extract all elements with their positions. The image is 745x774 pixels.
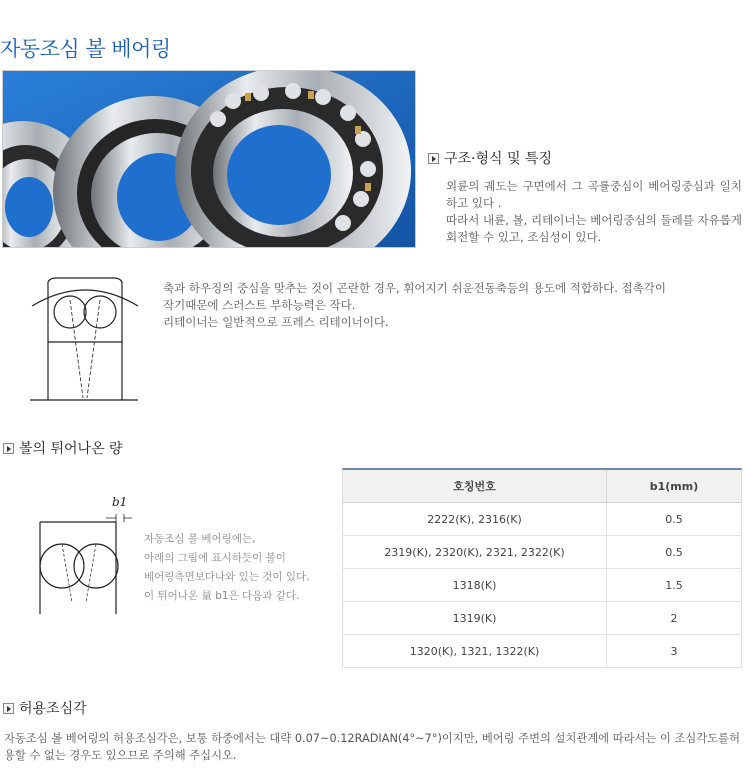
designation-cell: 2222(K), 2316(K) [343, 503, 607, 536]
allowable-heading-text: 허용조심각 [19, 701, 87, 717]
protrusion-diagram [36, 492, 136, 621]
b1-cell: 2 [607, 602, 742, 635]
table-row [343, 602, 741, 635]
protrusion-table-container [342, 468, 742, 668]
b1-cell: 1.5 [607, 569, 742, 602]
structure-para-2: 따라서 내륜, 볼, 리테이너는 베어링중심의 둘레를 자유롭게 회전할 수 있고, 조심성이 있다. [446, 213, 742, 244]
bullet-arrow-icon [428, 153, 439, 164]
structure-heading-text: 구조·형식 및 특징 [444, 151, 553, 167]
table-row [343, 536, 741, 569]
b1-cell: 0.5 [607, 536, 742, 569]
allowable-heading [3, 698, 87, 718]
bearing-photo [2, 70, 416, 248]
diagram-line-3: 리테이너는 일반적으로 프레스 리테이너이다. [163, 315, 389, 329]
b1-cell: 3 [607, 635, 742, 668]
table-header-row [343, 470, 741, 503]
diagram-line-1: 축과 하우징의 중심을 맞추는 것이 곤란한 경우, 휘어지기 쉬운전동축등의 용도에 적합하다. 접촉각이 [163, 281, 666, 295]
protrusion-line-3: 베어링측면보다나와 있는 것이 있다. [144, 571, 310, 583]
protrusion-line-2: 아래의 그림에 표시하듯이 볼이 [144, 552, 286, 564]
cross-section-diagram [30, 272, 140, 411]
table-row [343, 503, 741, 536]
table-row [343, 569, 741, 602]
structure-para-1: 외륜의 궤도는 구면에서 그 곡률중심이 베어링중심과 일치하고 있다 . [446, 179, 742, 210]
protrusion-drawing [36, 492, 136, 617]
header-b1: b1(mm) [607, 470, 742, 503]
b1-label: b1 [112, 495, 128, 509]
protrusion-table [343, 470, 741, 668]
designation-cell: 2319(K), 2320(K), 2321, 2322(K) [343, 536, 607, 569]
bearing-photo-illustration [3, 71, 415, 247]
protrusion-heading-text: 볼의 튀어나온 량 [19, 441, 123, 457]
bullet-arrow-icon [3, 443, 14, 454]
designation-cell: 1318(K) [343, 569, 607, 602]
protrusion-line-4: 이 튀어나온 量 b1은 다음과 같다. [144, 590, 300, 602]
protrusion-heading [3, 438, 123, 458]
protrusion-description [144, 530, 310, 606]
allowable-description: 자동조심 볼 베어링의 허용조심각은, 보통 하중에서는 대략 0.07~0.12RADIAN(4°~7°)이지만, 베어링 주변의 설치관계에 따라서는 이 조심각도를허용할 수 없는 경우도 있으므로 주의해 주십시오. [4, 732, 740, 762]
header-designation: 호칭번호 [343, 470, 607, 503]
diagram-line-2: 작기때문에 스러스트 부하능력은 작다. [163, 298, 356, 312]
protrusion-line-1: 자동조심 볼 베어링에는, [144, 533, 256, 545]
designation-cell: 1319(K) [343, 602, 607, 635]
diagram-description [163, 280, 738, 331]
structure-heading [428, 148, 552, 168]
page-title: 자동조심 볼 베어링 [0, 37, 171, 61]
structure-description [446, 178, 742, 246]
cross-section-drawing [30, 272, 140, 407]
designation-cell: 1320(K), 1321, 1322(K) [343, 635, 607, 668]
table-row [343, 635, 741, 668]
bullet-arrow-icon [3, 703, 14, 714]
b1-cell: 0.5 [607, 503, 742, 536]
